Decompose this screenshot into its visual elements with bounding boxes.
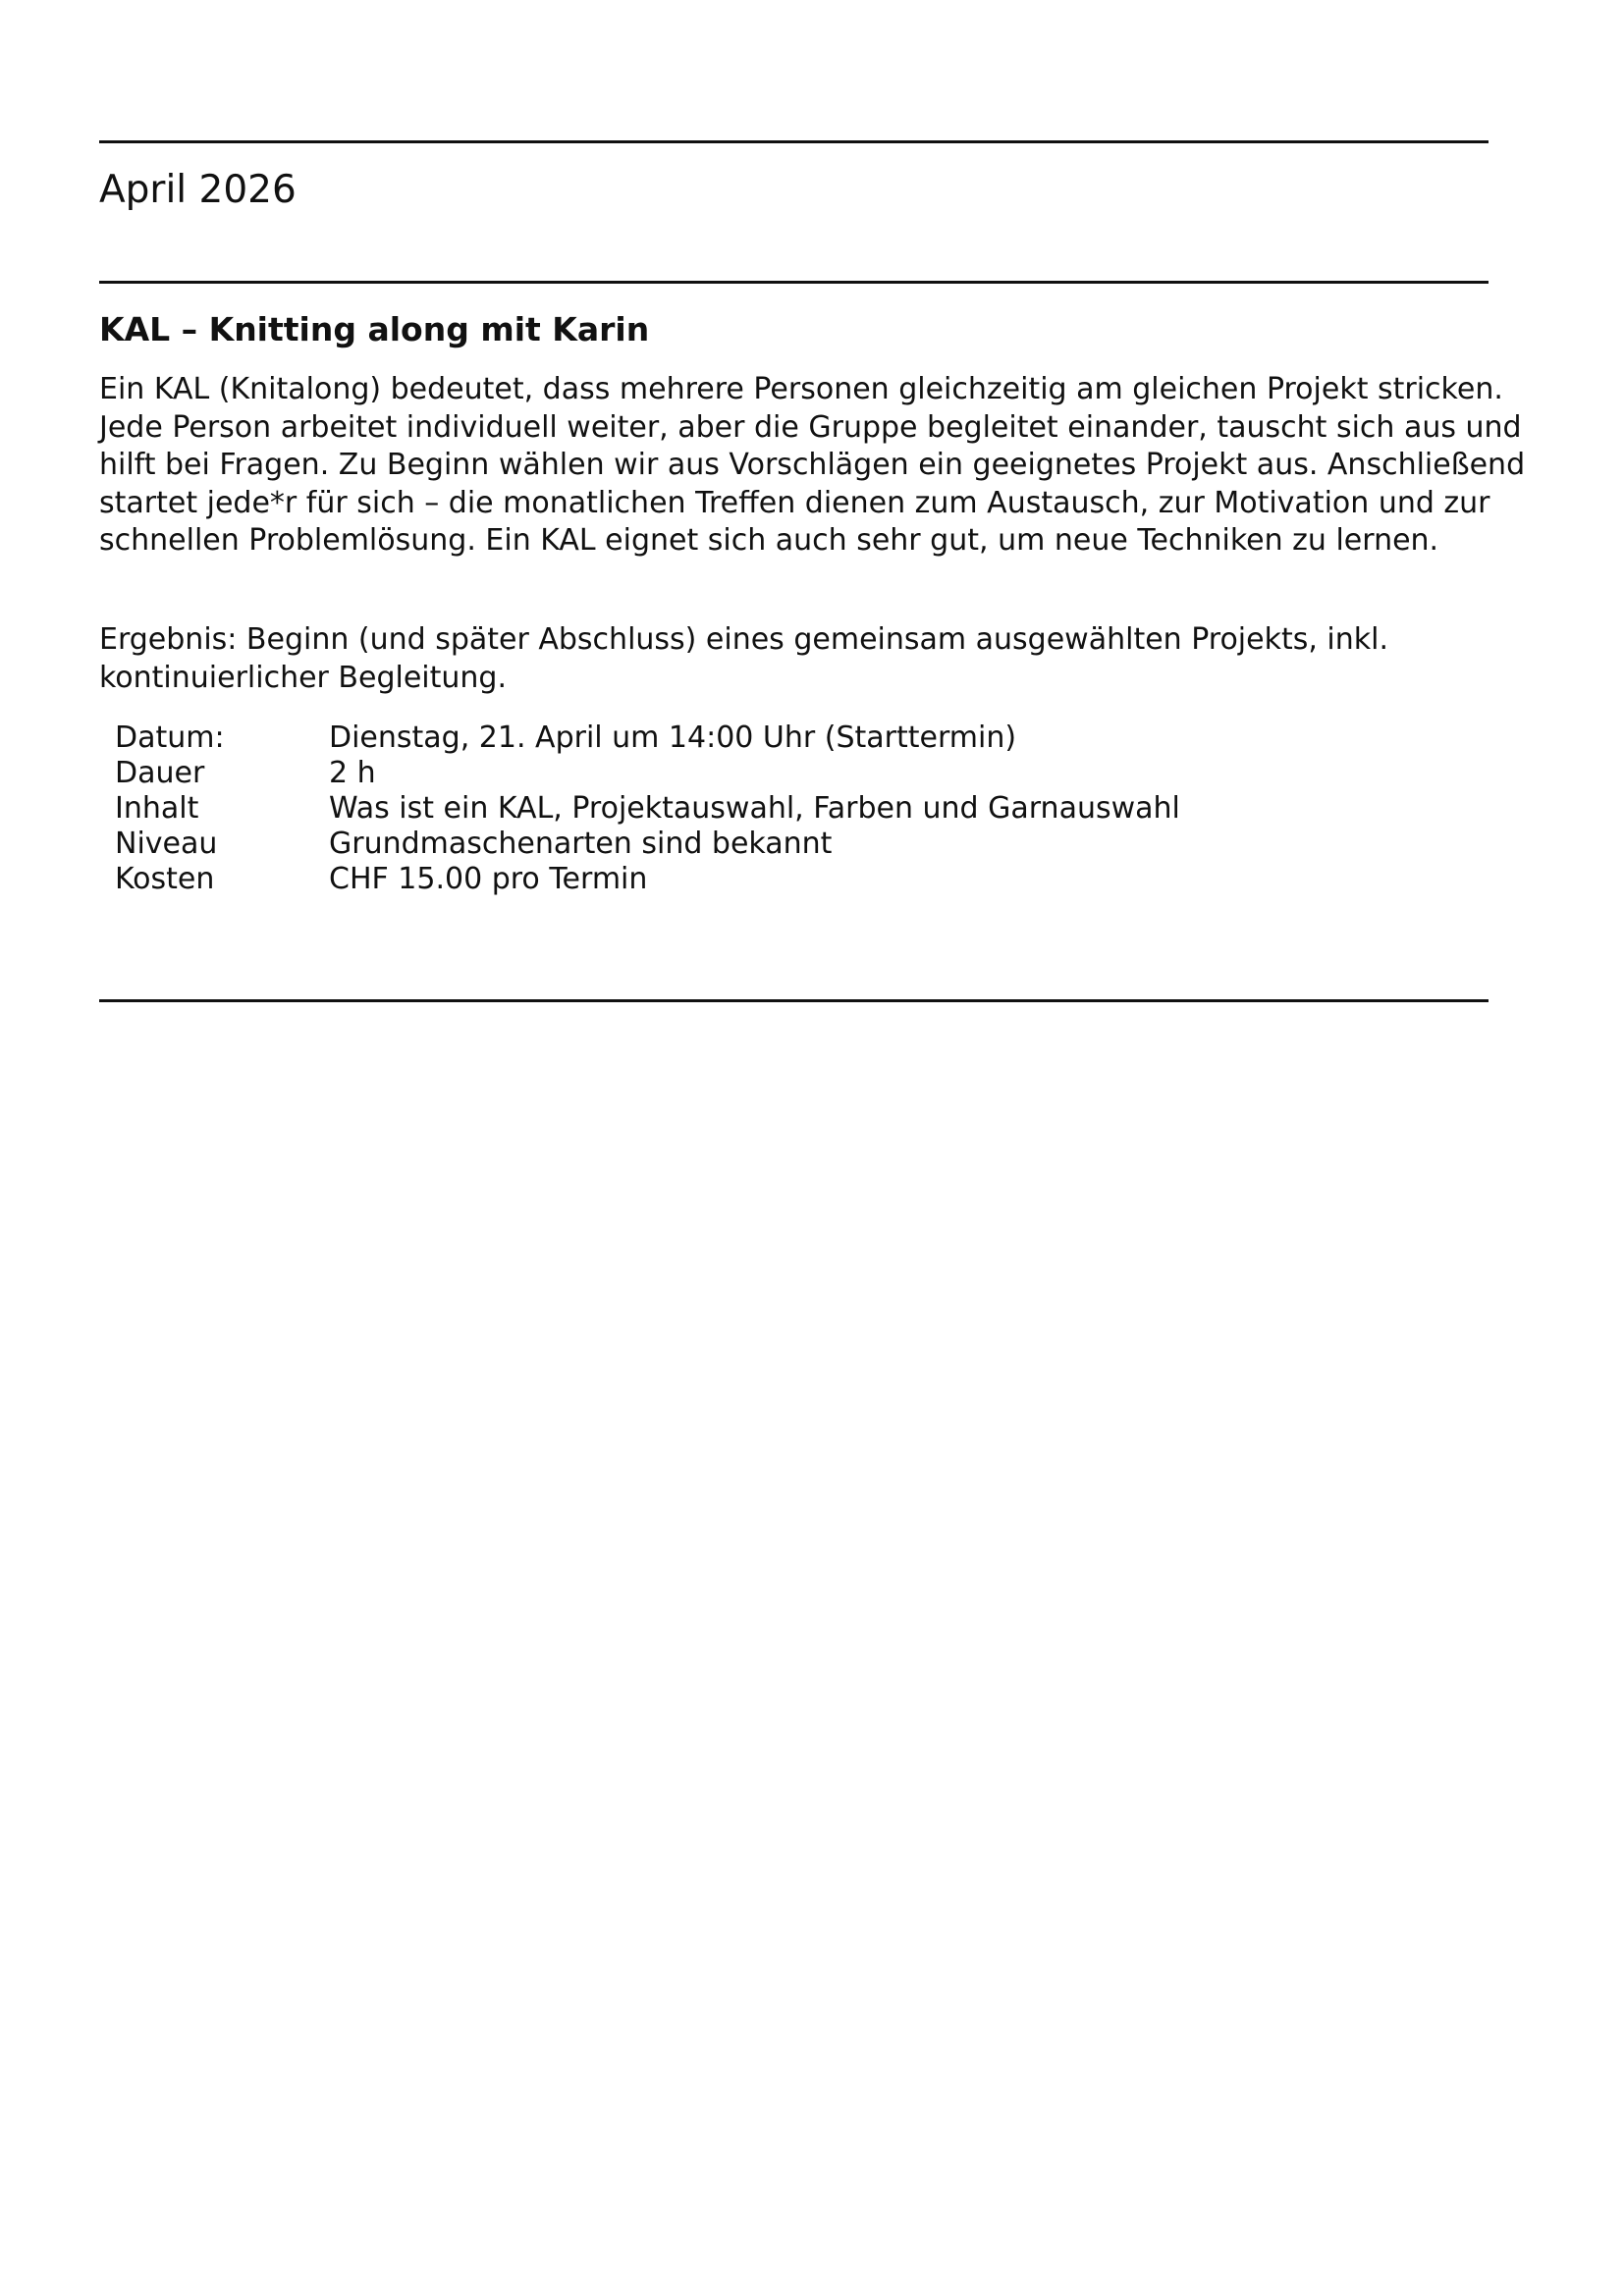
detail-row-inhalt	[115, 791, 1180, 827]
detail-row-datum	[115, 721, 1180, 756]
detail-value: 2 h	[329, 756, 376, 790]
detail-row-niveau	[115, 827, 1180, 862]
bottom-divider	[99, 999, 1489, 1002]
section-divider	[99, 281, 1489, 284]
course-title: KAL – Knitting along mit Karin	[99, 310, 650, 348]
course-result: Ergebnis: Beginn (und später Abschluss) eines gemeinsam ausgewählten Projekts, inkl. kontinuierlicher Begleitung.	[99, 622, 1389, 695]
detail-value: Dienstag, 21. April um 14:00 Uhr (Starttermin)	[329, 721, 1017, 755]
course-details-table	[115, 721, 1180, 897]
month-heading: April 2026	[99, 168, 297, 212]
detail-label: Datum:	[115, 721, 225, 755]
course-description: Ein KAL (Knitalong) bedeutet, dass mehrere Personen gleichzeitig am gleichen Projekt stricken. Jede Person arbeitet individuell weiter, aber die Gruppe begleitet einander, tauscht sich aus und hilft bei Fragen. Zu Beginn wählen wir aus Vorschlägen ein geeignetes Projekt aus. Anschließend startet jede*r für sich – die monatlichen Treffen dienen zum Austausch, zur Motivation und zur schnellen Problemlösung. Ein KAL eignet sich auch sehr gut, um neue Techniken zu lernen.	[99, 372, 1526, 558]
detail-label: Dauer	[115, 756, 205, 790]
detail-label: Kosten	[115, 862, 215, 896]
detail-row-dauer	[115, 756, 1180, 791]
detail-label: Inhalt	[115, 791, 199, 826]
detail-value: CHF 15.00 pro Termin	[329, 862, 648, 896]
detail-value: Grundmaschenarten sind bekannt	[329, 827, 833, 861]
top-divider	[99, 140, 1489, 143]
detail-value: Was ist ein KAL, Projektauswahl, Farben und Garnauswahl	[329, 791, 1180, 826]
detail-label: Niveau	[115, 827, 218, 861]
detail-row-kosten	[115, 862, 1180, 897]
